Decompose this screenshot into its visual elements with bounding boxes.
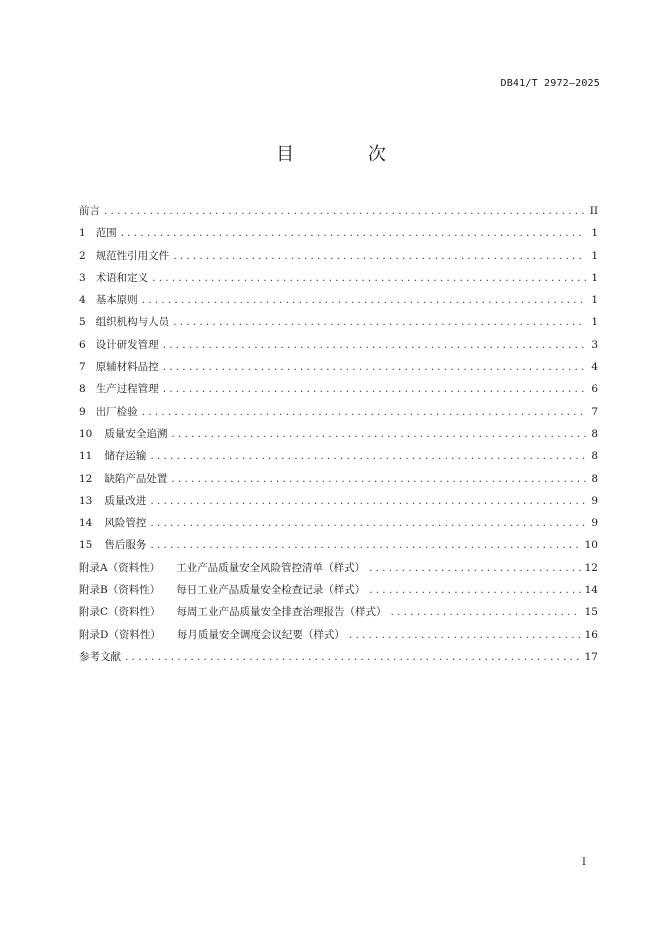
toc-entry[interactable]: [79, 624, 598, 646]
toc-entry-number: 附录C（资料性）: [79, 606, 161, 619]
toc-entry[interactable]: [79, 534, 598, 556]
toc-entry-page: 1: [591, 249, 598, 262]
toc-leader-dots: [150, 445, 586, 467]
toc-entry[interactable]: [79, 334, 598, 356]
toc-entry-page: 8: [591, 450, 598, 463]
toc-leader-dots: [171, 423, 586, 445]
toc-entry-number: 3: [79, 271, 86, 284]
toc-entry-label: 参考文献: [79, 650, 121, 663]
toc-leader-dots: [173, 311, 586, 333]
toc-leader-dots: [150, 512, 586, 534]
toc-leader-dots: [349, 624, 581, 646]
toc-entry[interactable]: [79, 512, 598, 534]
toc-entry[interactable]: [79, 490, 598, 512]
toc-entry[interactable]: [79, 423, 598, 445]
toc-entry-number: 4: [79, 294, 86, 307]
toc-entry-label: 风险管控: [104, 517, 147, 530]
toc-leader-dots: [171, 468, 586, 490]
toc-entry[interactable]: [79, 646, 598, 668]
toc-entry-number: 附录A（资料性）: [79, 561, 161, 574]
toc-entry-number: 10: [79, 427, 93, 440]
toc-entry-number: 7: [79, 361, 86, 374]
toc-entry-page: 17: [584, 650, 598, 663]
toc-entry[interactable]: [79, 267, 598, 289]
toc-leader-dots: [150, 534, 580, 556]
toc-leader-dots: [369, 579, 580, 601]
toc-entry-label: 每周工业产品质量安全排查治理报告（样式）: [176, 606, 387, 619]
toc-entry-page: 9: [591, 517, 598, 530]
toc-entry-page: 7: [591, 405, 598, 418]
toc-entry-number: 6: [79, 338, 86, 351]
toc-entry-label: 规范性引用文件: [95, 249, 170, 262]
toc-leader-dots: [173, 245, 586, 267]
toc-entry-page: 1: [591, 294, 598, 307]
toc-entry-label: 组织机构与人员: [95, 316, 170, 329]
toc-entry[interactable]: [79, 222, 598, 244]
toc-leader-dots: [152, 267, 586, 289]
toc-entry-label: 质量改进: [104, 494, 147, 507]
toc-entry-number: 附录D（资料性）: [79, 628, 161, 641]
toc-leader-dots: [142, 289, 586, 311]
toc-entry-number: 12: [79, 472, 93, 485]
toc-entry-number: 附录B（资料性）: [79, 584, 161, 597]
toc-entry-number: 1: [79, 227, 86, 240]
toc-leader-dots: [121, 222, 586, 244]
toc-entry-page: 8: [591, 427, 598, 440]
toc-entry[interactable]: [79, 468, 598, 490]
toc-leader-dots: [163, 378, 586, 400]
toc-entry[interactable]: [79, 311, 598, 333]
toc-leader-dots: [104, 200, 586, 222]
toc-entry-page: 12: [584, 561, 598, 574]
toc-leader-dots: [163, 334, 586, 356]
toc-entry-page: 8: [591, 472, 598, 485]
toc-entry[interactable]: [79, 356, 598, 378]
page-number: I: [582, 857, 586, 868]
toc-entry[interactable]: [79, 200, 598, 222]
toc-entry-number: 11: [79, 450, 93, 463]
toc-entry-page: 4: [591, 361, 598, 374]
toc-entry-page: 10: [584, 539, 598, 552]
toc-entry-page: 14: [584, 584, 598, 597]
toc-entry-label: 缺陷产品处置: [104, 472, 168, 485]
toc-entry-page: 6: [591, 383, 598, 396]
toc-leader-dots: [125, 646, 581, 668]
document-code: DB41/T 2972—2025: [500, 78, 600, 89]
toc-entry-label: 质量安全追溯: [104, 427, 168, 440]
toc-entry-number: 8: [79, 383, 86, 396]
toc-entry-page: 9: [591, 494, 598, 507]
toc-entry[interactable]: [79, 401, 598, 423]
toc-entry-label: 术语和定义: [95, 271, 149, 284]
toc-entry[interactable]: [79, 445, 598, 467]
toc-leader-dots: [142, 401, 586, 423]
toc-leader-dots: [163, 356, 586, 378]
toc-entry-label: 原辅材料品控: [95, 361, 159, 374]
toc-entry-label: 前言: [79, 205, 100, 217]
toc-entry-label: 每月质量安全调度会议纪要（样式）: [176, 628, 345, 641]
toc-entry-number: 2: [79, 249, 86, 262]
toc-entry-number: 15: [79, 539, 93, 552]
toc-entry[interactable]: [79, 245, 598, 267]
toc-entry-label: 基本原则: [95, 294, 138, 307]
toc-entry-label: 设计研发管理: [95, 338, 159, 351]
toc-entry-number: 14: [79, 517, 93, 530]
toc-entry-label: 生产过程管理: [95, 383, 159, 396]
toc-entry-label: 出厂检验: [95, 405, 138, 418]
toc-entry-page: 3: [591, 338, 598, 351]
toc-entry-page: II: [589, 205, 598, 217]
toc-entry[interactable]: [79, 601, 598, 623]
page-title: 目 次: [276, 144, 420, 165]
toc-entry[interactable]: [79, 378, 598, 400]
toc-entry-number: 9: [79, 405, 86, 418]
toc-entry-page: 1: [591, 271, 598, 284]
toc-entry-label: 储存运输: [104, 450, 147, 463]
toc-entry-page: 15: [584, 606, 598, 619]
toc-entry-label: 工业产品质量安全风险管控清单（样式）: [176, 561, 366, 574]
toc-entry-label: 售后服务: [104, 539, 147, 552]
toc-leader-dots: [391, 601, 581, 623]
toc-leader-dots: [369, 557, 581, 579]
toc-entry-label: 每日工业产品质量安全检查记录（样式）: [176, 584, 366, 597]
toc-entry[interactable]: [79, 289, 598, 311]
toc-leader-dots: [150, 490, 586, 512]
toc-entry-label: 范围: [95, 227, 117, 240]
toc-entry[interactable]: [79, 579, 598, 601]
toc-entry-number: 5: [79, 316, 86, 329]
toc-entry-number: 13: [79, 494, 93, 507]
toc-entry-page: 1: [591, 227, 598, 240]
table-of-contents: [79, 200, 598, 668]
toc-entry-page: 1: [591, 316, 598, 329]
toc-entry-page: 16: [584, 628, 598, 641]
toc-entry[interactable]: [79, 557, 598, 579]
